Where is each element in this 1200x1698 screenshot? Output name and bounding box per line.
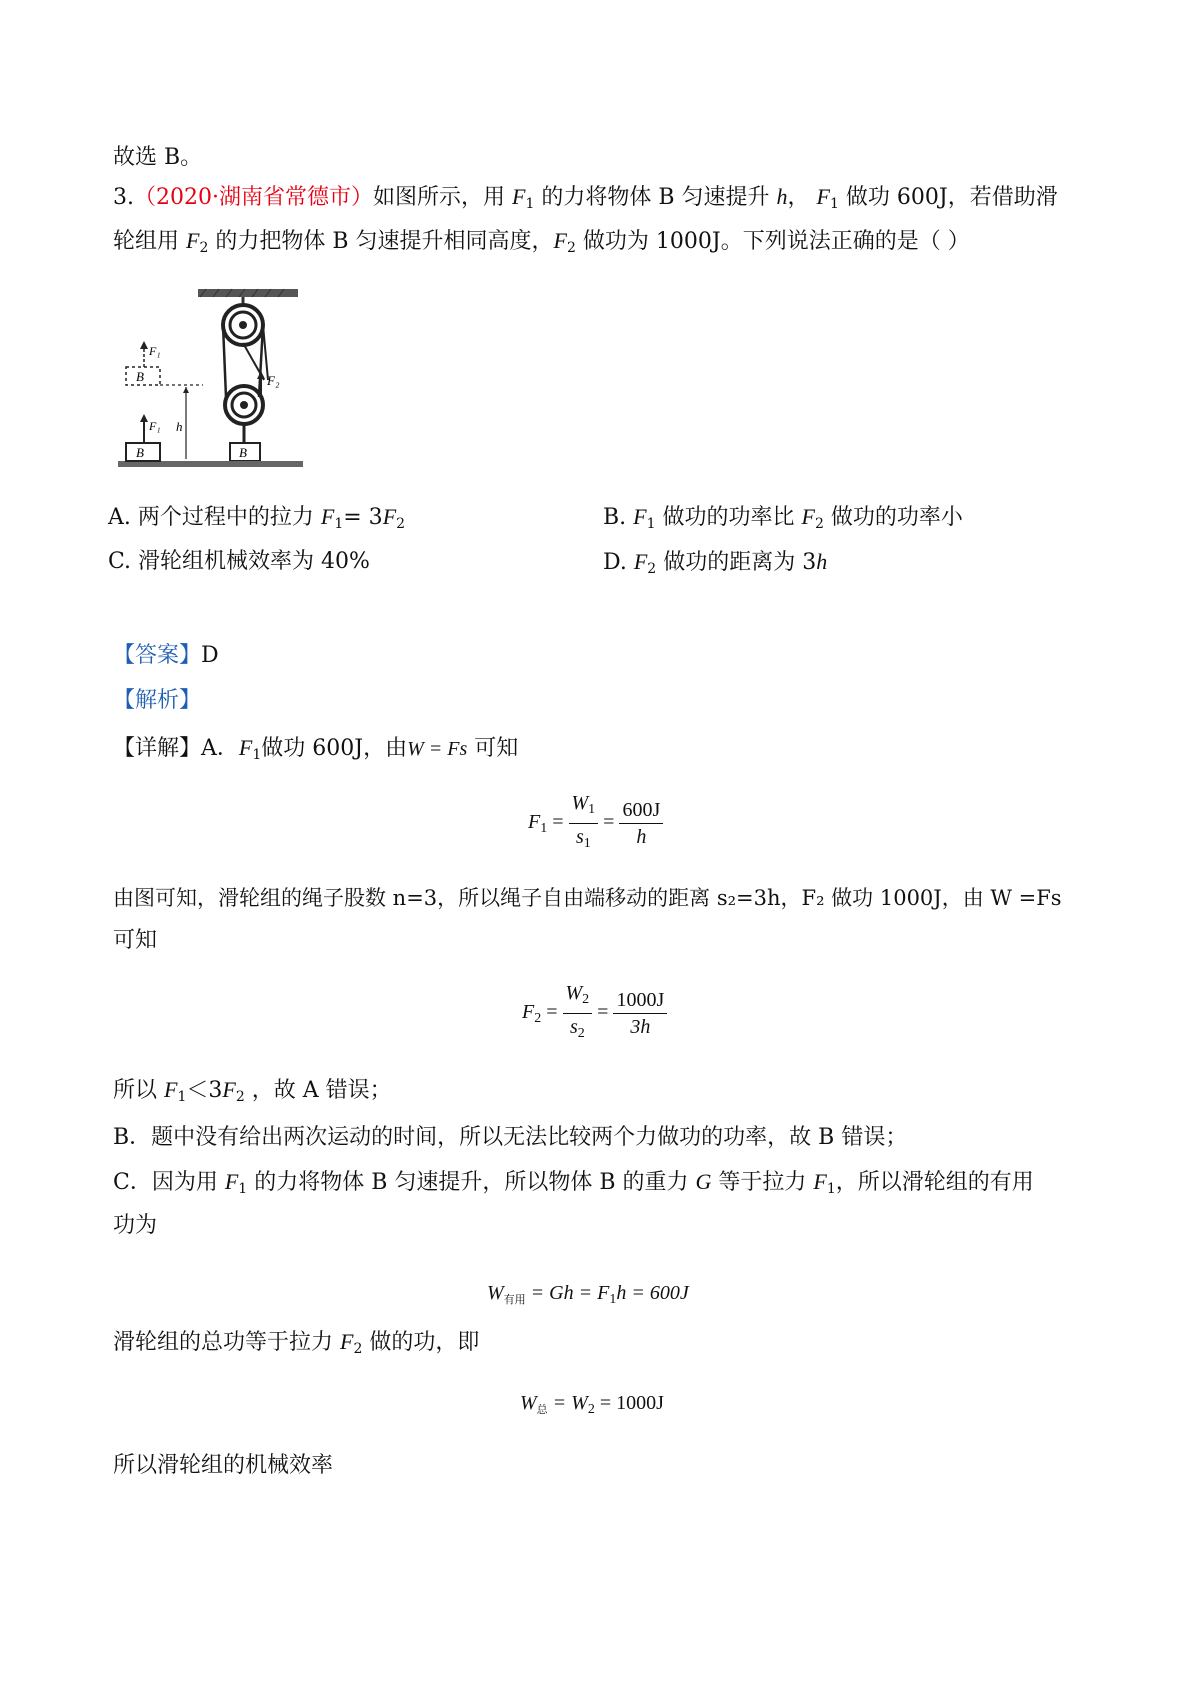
option-d: D. $F_2$ 做功的距离为 3h xyxy=(603,549,828,577)
detail-line-5: B．题中没有给出两次运动的时间，所以无法比较两个力做功的功率，故 B 错误； xyxy=(113,1125,908,1150)
detail-line-2: 由图可知，滑轮组的绳子股数 n=3，所以绳子自由端移动的距离 s₂=3h，F₂ 做功 1000J，由 W =Fs xyxy=(113,886,1062,910)
answer-line xyxy=(113,641,219,671)
detail-line-8: 滑轮组的总功等于拉力 $F_2$ 做的功，即 xyxy=(113,1329,480,1357)
figure-label-b-raised: B xyxy=(136,369,144,384)
detail-line-9: 所以滑轮组的机械效率 xyxy=(113,1453,334,1478)
formula-f2: $F_2$ = $\frac{W_2}{s_2}$ = $\frac{1000J}{3h}$ xyxy=(522,980,667,1047)
answer-label: 【答案】 xyxy=(113,643,202,668)
figure-label-f2: F₂ xyxy=(267,373,280,388)
detail-line-6: C．因为用 $F_1$ 的力将物体 B 匀速提升，所以物体 B 的重力 G 等于拉力 $F_1$，所以滑轮组的有用 xyxy=(113,1169,1034,1197)
question-line-2: 轮组用 $F_2$ 的力把物体 B 匀速提升相同高度，$F_2$ 做功为 1000J。下列说法正确的是（ ） xyxy=(113,228,970,256)
detail-line-7: 功为 xyxy=(113,1213,158,1238)
figure-label-f1-upper: F₁ xyxy=(149,344,161,358)
option-b: B. $F_1$ 做功的功率比 $F_2$ 做功的功率小 xyxy=(603,504,963,532)
detail-line-3: 可知 xyxy=(113,928,158,953)
analysis-label: 【解析】 xyxy=(113,688,202,713)
intro-line: 故选 B。 xyxy=(113,145,203,170)
pulley-figure xyxy=(118,285,328,480)
figure-label-f1-lower: F₁ xyxy=(149,419,161,433)
formula-f1: $F_1$ = $\frac{W_1}{s_1}$ = $\frac{600J}{h}$ xyxy=(528,790,663,857)
question-line-1: 3.（2020·湖南省常德市）如图所示，用 $F_1$ 的力将物体 B 匀速提升 h， $F_1$ 做功 600J，若借助滑 xyxy=(113,184,1058,212)
figure-label-b-ground: B xyxy=(136,445,144,460)
detail-line-1: 【详解】A．$F_1$做功 600J，由W = Fs 可知 xyxy=(113,735,519,763)
option-a: A. 两个过程中的拉力 $F_1= 3F_2$ xyxy=(108,504,406,532)
formula-w-total: $W_总 = W_2 = 1000J$ xyxy=(520,1392,664,1417)
detail-line-4: 所以 $F_1<3F_2$ ，故 A 错误； xyxy=(113,1077,392,1105)
figure-label-b-pulley: B xyxy=(239,445,247,460)
answer-value: D xyxy=(201,643,219,668)
formula-w-useful: $W_{有用} = Gh = F_1h = 600J$ xyxy=(487,1282,689,1307)
figure-label-h: h xyxy=(176,419,183,434)
question-source: （2020·湖南省常德市） xyxy=(134,185,373,210)
option-c: C. 滑轮组机械效率为 40% xyxy=(108,549,370,574)
analysis-line xyxy=(113,686,201,716)
